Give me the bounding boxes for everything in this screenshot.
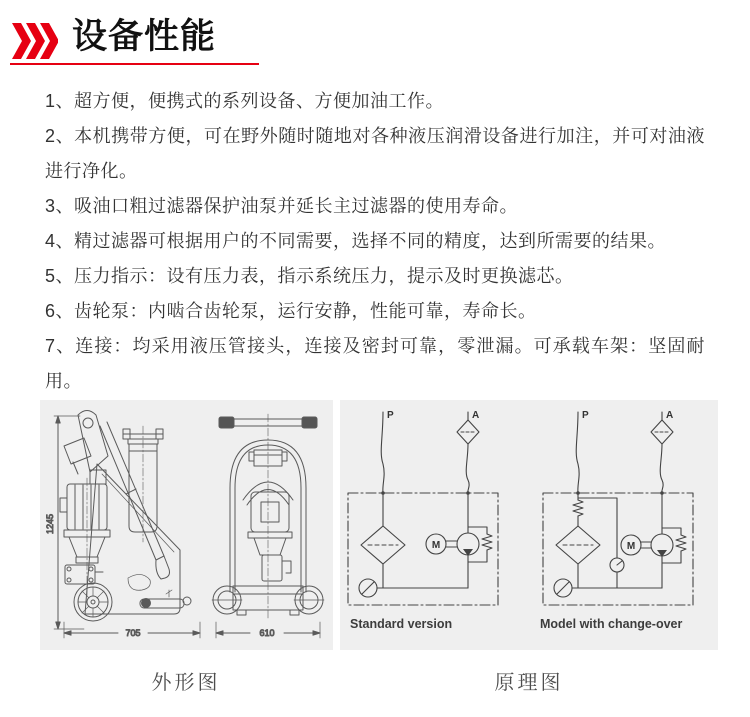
- port-a-label: A: [666, 410, 674, 421]
- page-title: 设备性能: [72, 17, 217, 56]
- standard-version-caption: Standard version: [350, 617, 453, 631]
- side-height-dimension: 1245: [45, 513, 55, 534]
- front-view-drawing: [212, 414, 324, 638]
- changeover-schematic: [540, 410, 693, 631]
- schematic-panel: [340, 400, 718, 650]
- feature-item-1: 1、超方便，便携式的系列设备、方便加油工作。: [45, 91, 445, 111]
- feature-list: [45, 84, 705, 399]
- title-underline: [10, 63, 259, 65]
- standard-version-schematic: [348, 410, 498, 631]
- outline-caption: 外形图: [151, 672, 221, 694]
- outline-drawing-svg: [40, 400, 333, 650]
- feature-item-3: 3、吸油口粗过滤器保护油泵并延长主过滤器的使用寿命。: [45, 196, 519, 216]
- motor-label: M: [431, 540, 441, 551]
- triple-chevron-icon: [12, 23, 58, 59]
- changeover-caption: Model with change-over: [540, 617, 683, 631]
- feature-item-2: 2、本机携带方便，可在野外随时随地对各种液压润滑设备进行加注，并可对油液进行净化。: [45, 126, 705, 181]
- front-width-dimension: 610: [259, 628, 275, 638]
- feature-item-6: 6、齿轮泵：内啮合齿轮泵，运行安静，性能可靠，寿命长。: [45, 301, 537, 321]
- schematic-svg: [340, 400, 718, 650]
- outline-drawing-panel: [40, 400, 333, 650]
- schematic-caption: 原理图: [494, 672, 564, 694]
- port-p-label: P: [582, 410, 589, 421]
- feature-item-7: 7、连接：均采用液压管接头，连接及密封可靠，零泄漏。可承载车架：坚固耐用。: [45, 336, 705, 391]
- feature-item-5: 5、压力指示：设有压力表，指示系统压力，提示及时更换滤芯。: [45, 266, 574, 286]
- port-a-label: A: [472, 410, 480, 421]
- side-view-drawing: [45, 411, 200, 639]
- port-p-label: P: [387, 410, 394, 421]
- side-width-dimension: 705: [125, 628, 141, 638]
- feature-item-4: 4、精过滤器可根据用户的不同需要，选择不同的精度，达到所需要的结果。: [45, 231, 667, 251]
- section-header: [12, 14, 216, 60]
- motor-label: M: [626, 541, 636, 552]
